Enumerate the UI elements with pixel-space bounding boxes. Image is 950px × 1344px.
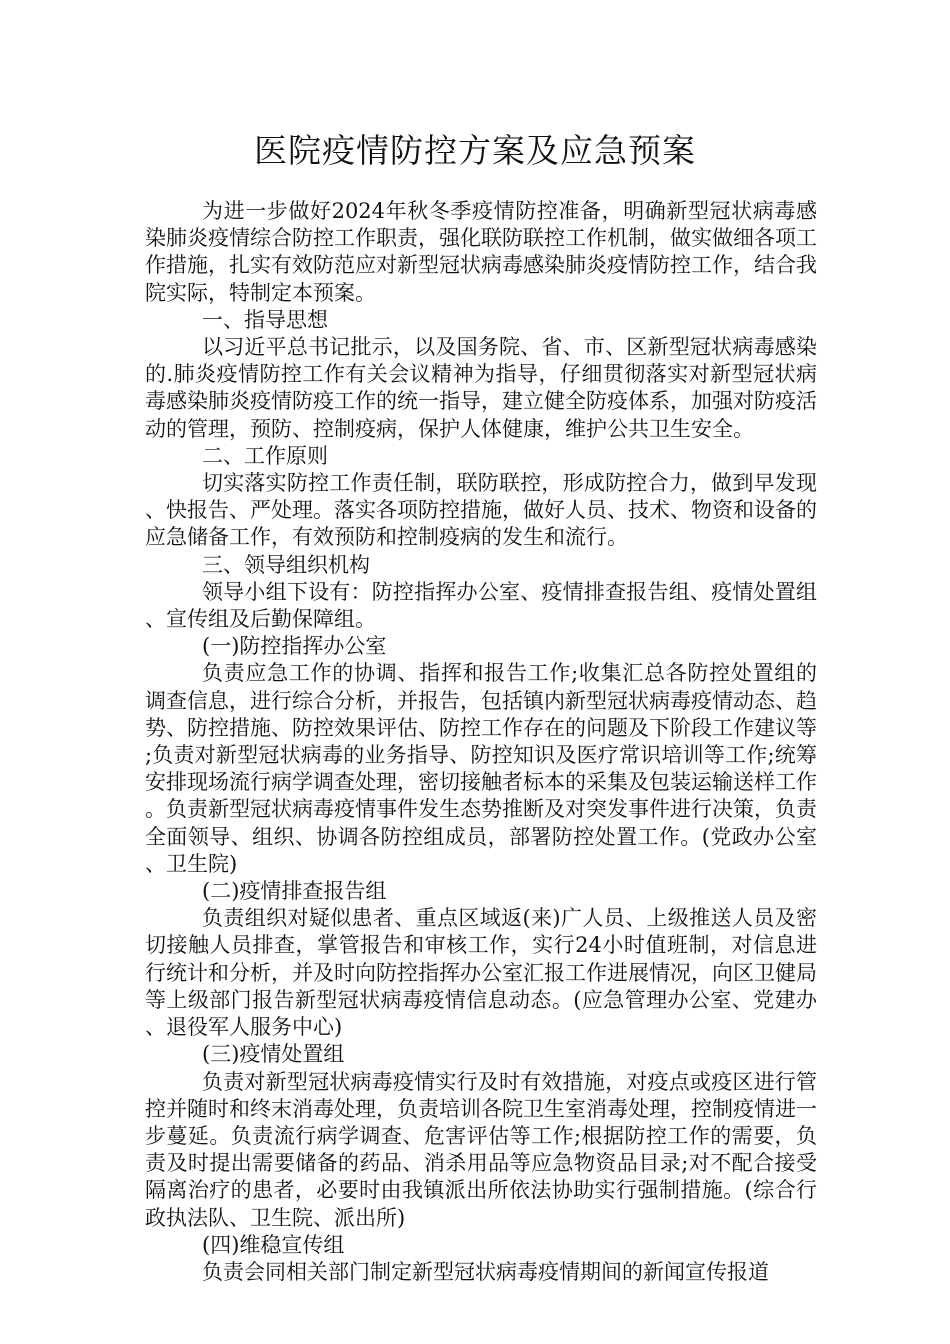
section-heading-work-principles: 二、工作原则 <box>202 443 328 468</box>
subsection-heading-screening-group: (二)疫情排查报告组 <box>202 879 387 904</box>
body-paragraph: 以习近平总书记批示，以及国务院、省、市、区新型冠状病毒感染的.肺炎疫情防控工作有关会议精神为指导，仔细贯彻落实对新型冠状病毒感染肺炎疫情防疫工作的统一指导，建立健全防疫体系，加强对防疫活动的管理，预防、控制疫病，保护人体健康，维护公共卫生安全。 <box>145 335 817 441</box>
body-paragraph: 负责应急工作的协调、指挥和报告工作;收集汇总各防控处置组的调查信息，进行综合分析，并报告，包括镇内新型冠状病毒疫情动态、趋势、防控措施、防控效果评估、防控工作存在的问题及下阶段工作建议等;负责对新型冠状病毒的业务指导、防控知识及医疗常识培训等工作;统筹安排现场流行病学调查处理，密切接触者标本的采集及包装运输送样工作。负责新型冠状病毒疫情事件发生态势推断及对突发事件进行决策，负责全面领导、组织、协调各防控组成员，部署防控处置工作。(党政办公室、卫生院) <box>145 661 817 876</box>
body-paragraph: 切实落实防控工作责任制，联防联控，形成防控合力，做到早发现、快报告、严处理。落实各项防控措施，做好人员、技术、物资和设备的应急储备工作，有效预防和控制疫病的发生和流行。 <box>145 471 817 550</box>
body-paragraph: 负责对新型冠状病毒疫情实行及时有效措施，对疫点或疫区进行管控并随时和终末消毒处理，负责培训各院卫生室消毒处理，控制疫情进一步蔓延。负责流行病学调查、危害评估等工作;根据防控工作的需要，负责及时提出需要储备的药品、消杀用品等应急物资品目录;对不配合接受隔离治疗的患者，必要时由我镇派出所依法协助实行强制措施。(综合行政执法队、卫生院、派出所) <box>145 1069 817 1230</box>
subsection-heading-disposal-group: (三)疫情处置组 <box>202 1042 345 1067</box>
body-paragraph: 领导小组下设有：防控指挥办公室、疫情排查报告组、疫情处置组、宣传组及后勤保障组。 <box>145 579 817 632</box>
subsection-heading-publicity-group: (四)维稳宣传组 <box>202 1232 345 1257</box>
body-paragraph: 负责会同相关部门制定新型冠状病毒疫情期间的新闻宣传报道 <box>202 1259 769 1284</box>
subsection-heading-command-office: (一)防控指挥办公室 <box>202 634 387 659</box>
document-title: 医院疫情防控方案及应急预案 <box>254 131 696 170</box>
section-heading-guiding-ideology: 一、指导思想 <box>202 307 328 332</box>
body-paragraph: 负责组织对疑似患者、重点区域返(来)广人员、上级推送人员及密切接触人员排查，掌管报告和审核工作，实行24小时值班制，对信息进行统计和分析，并及时向防控指挥办公室汇报工作进展情况，向区卫健局等上级部门报告新型冠状病毒疫情信息动态。(应急管理办公室、党建办、退役军人服务中心) <box>145 906 817 1040</box>
intro-paragraph: 为进一步做好2024年秋冬季疫情防控准备，明确新型冠状病毒感染肺炎疫情综合防控工作职责，强化联防联控工作机制，做实做细各项工作措施，扎实有效防范应对新型冠状病毒感染肺炎疫情防控工作，结合我院实际，特制定本预案。 <box>145 199 817 305</box>
section-heading-leadership-organization: 三、领导组织机构 <box>202 552 370 577</box>
document-body <box>145 198 817 1286</box>
